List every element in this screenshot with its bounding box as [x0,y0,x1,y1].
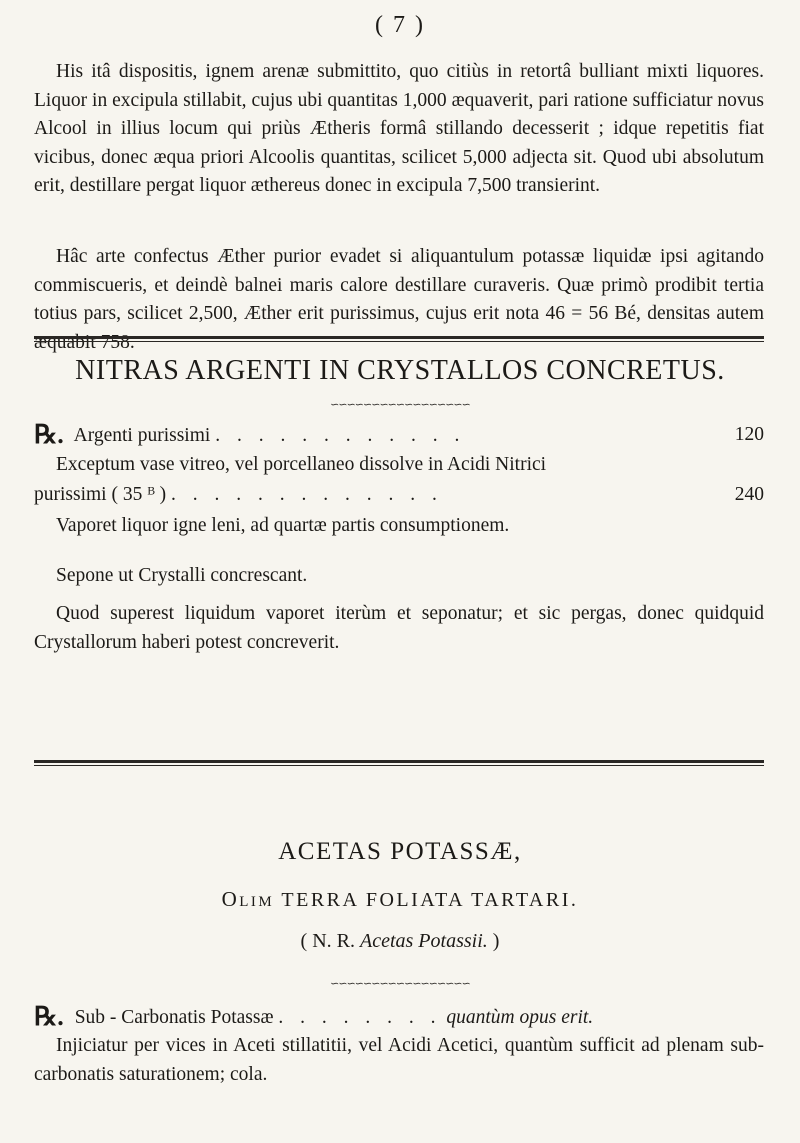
acid-amount: 240 [734,484,764,505]
recipe-symbol: ℞. [34,420,64,449]
ingredient-amount: 120 [734,424,764,445]
paragraph-purification: Hâc arte confectus Æther purior evadet si aliquantulum potassæ liquidæ ipsi agitando commiscueris, et deindè balnei maris calore destillare curaveris. Quæ primò prodibit tertia totius pars, scilicet 2,500, Æther erit purissimus, cujus erit nota 46 = 56 Bé, densitas autem æquabit 758. [34,246,764,353]
recipe-line-ingredient [34,1003,764,1033]
recipe-line-acid [34,481,764,510]
former-name [0,887,800,912]
section-divider [34,760,764,763]
dot-leader: . . . . . . . . . . . . [215,425,466,446]
section-divider [34,336,764,339]
page-number: ( 7 ) [375,12,425,38]
nr-name: Acetas Potassii. [360,930,488,952]
recipe-line-text: Injiciatur per vices in Aceti stillatitii, vel Acidi Acetici, quantùm sufficit ad plenam sub-carbonatis saturationem; cola. [34,1035,764,1085]
nr-open: ( N. R. [300,930,355,952]
recipe-line-text: Vaporet liquor igne leni, ad quartæ partis consumptionem. [56,515,510,536]
ornament-divider: ∽∽∽∽∽∽∽∽∽∽∽∽∽∽∽∽∽ [330,978,470,990]
recipe-symbol: ℞. [34,1002,64,1031]
recipe-line-text: Sepone ut Crystalli concrescant. [56,565,308,586]
section-title-acetas: ACETAS POTASSÆ, [278,838,522,865]
new-name [0,930,800,953]
dot-leader: . . . . . . . . [278,1007,442,1028]
acid-name: purissimi ( 35 ᴮ ) [34,484,167,505]
nr-close: ) [492,930,500,952]
recipe-line-ingredient [34,421,764,451]
olim-rest: LIM [239,894,275,910]
recipe-line-text: Exceptum vase vitreo, vel porcellaneo dissolve in Acidi Nitrici [56,454,547,475]
ornament-divider: ∽∽∽∽∽∽∽∽∽∽∽∽∽∽∽∽∽ [330,399,470,411]
olim-initial: O [221,887,240,911]
ingredient-name: Sub - Carbonatis Potassæ [74,1007,274,1028]
paragraph-distillation: His itâ dispositis, ignem arenæ submittito, quo citiùs in retortâ bulliant mixti liquores. Liquor in excipula stillabit, cujus ubi quantitas 1,000 æquaverit, pari ratione sufficiatur novus Alcool in illius locum qui priùs Ætheris formâ stillando decesserit ; idque repetitis fiat vicibus, donec æqua priori Alcoolis quantitas, scilicet 5,000 adjecta sit. Quod ubi absolutum erit, destillare pergat liquor æthereus donec in excipula 7,500 transierint. [34,61,764,197]
dot-leader: . . . . . . . . . . . . . [171,484,443,505]
recipe-line-text: Quod superest liquidum vaporet iterùm et seponatur; et sic pergas, donec quidquid Crystallorum haberi potest concreverit. [34,603,764,653]
former-name-text: TERRA FOLIATA TARTARI. [281,889,579,911]
ingredient-name: Argenti purissimi [73,425,211,446]
section-title-nitras: NITRAS ARGENTI IN CRYSTALLOS CONCRETUS. [75,355,725,386]
ingredient-amount: quantùm opus erit. [446,1007,594,1028]
